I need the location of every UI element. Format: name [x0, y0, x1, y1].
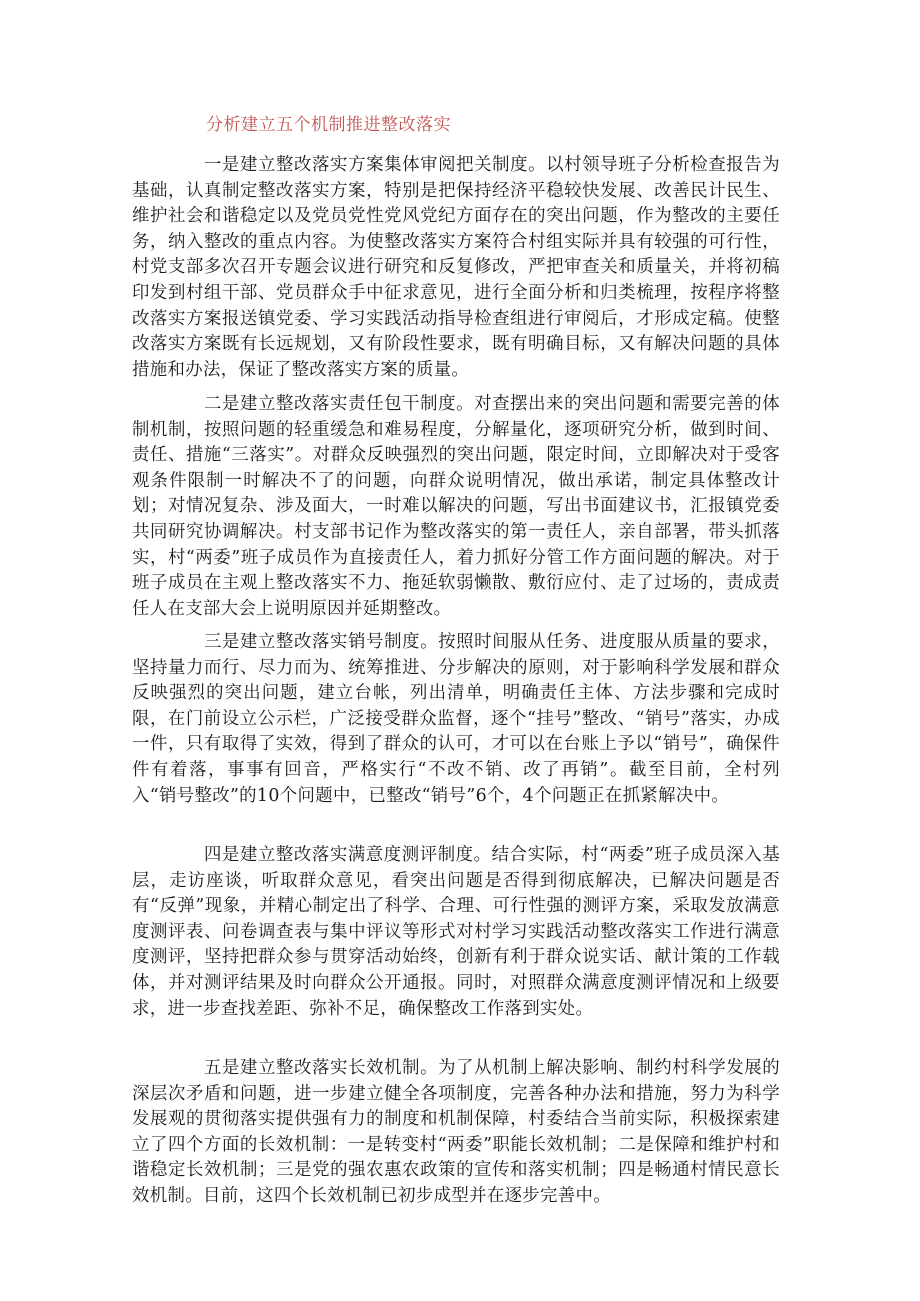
paragraph-mechanism-2: 二是建立整改落实责任包干制度。对查摆出来的突出问题和需要完善的体制机制，按照问题的轻重缓急和难易程度，分解量化，逐项研究分析，做到时间、责任、措施“三落实”。对群众反映强烈的突出问题，限定时间，立即解决对于受客观条件限制一时解决不了的问题，向群众说明情况，做出承诺，制定具体整改计划；对情况复杂、涉及面大，一时难以解决的问题，写出书面建议书，汇报镇党委共同研究协调解决。村支部书记作为整改落实的第一责任人，亲自部署，带头抓落实，村“两委”班子成员作为直接责任人，着力抓好分管工作方面问题的解决。对于班子成员在主观上整改落实不力、拖延软弱懒散、敷衍应付、走了过场的，责成责任人在支部大会上说明原因并延期整改。 — [132, 394, 780, 619]
paragraph-mechanism-1: 一是建立整改落实方案集体审阅把关制度。以村领导班子分析检查报告为基础，认真制定整改落实方案，特别是把保持经济平稳较快发展、改善民计民生、维护社会和谐稳定以及党员党性党风党纪方面存在的突出问题，作为整改的主要任务，纳入整改的重点内容。为使整改落实方案符合村组实际并具有较强的可行性，村党支部多次召开专题会议进行研究和反复修改，严把审查关和质量关，并将初稿印发到村组干部、党员群众手中征求意见，进行全面分析和归类梳理，按程序将整改落实方案报送镇党委、学习实践活动指导检查组进行审阅后，才形成定稿。使整改落实方案既有长远规划，又有阶段性要求，既有明确目标，又有解决问题的具体措施和办法，保证了整改落实方案的质量。 — [132, 155, 780, 380]
document-title: 分析建立五个机制推进整改落实 — [206, 115, 451, 135]
paragraph-mechanism-3: 三是建立整改落实销号制度。按照时间服从任务、进度服从质量的要求，坚持量力而行、尽力而为、统筹推进、分步解决的原则，对于影响科学发展和群众反映强烈的突出问题，建立台帐，列出清单，明确责任主体、方法步骤和完成时限，在门前设立公示栏，广泛接受群众监督，逐个“挂号”整改、“销号”落实，办成一件，只有取得了实效，得到了群众的认可，才可以在台账上予以“销号”，确保件件有着落，事事有回音，严格实行“不改不销、改了再销”。截至目前，全村列入“销号整改”的10个问题中，已整改“销号”6个，4个问题正在抓紧解决中。 — [132, 632, 780, 806]
paragraph-mechanism-4: 四是建立整改落实满意度测评制度。结合实际，村“两委”班子成员深入基层，走访座谈，听取群众意见，看突出问题是否得到彻底解决，已解决问题是否有“反弹”现象，并精心制定出了科学、合理、可行性强的测评方案，采取发放满意度测评表、问卷调查表与集中评议等形式对村学习实践活动整改落实工作进行满意度测评，坚持把群众参与贯穿活动始终，创新有利于群众说实话、献计策的工作载体，并对测评结果及时向群众公开通报。同时，对照群众满意度测评情况和上级要求，进一步查找差距、弥补不足，确保整改工作落到实处。 — [132, 845, 780, 1019]
paragraph-mechanism-5: 五是建立整改落实长效机制。为了从机制上解决影响、制约村科学发展的深层次矛盾和问题，进一步建立健全各项制度，完善各种办法和措施，努力为科学发展观的贯彻落实提供强有力的制度和机制保障，村委结合当前实际，积极探索建立了四个方面的长效机制：一是转变村“两委”职能长效机制；二是保障和维护村和谐稳定长效机制；三是党的强农惠农政策的宣传和落实机制；四是畅通村情民意长效机制。目前，这四个长效机制已初步成型并在逐步完善中。 — [132, 1058, 780, 1206]
